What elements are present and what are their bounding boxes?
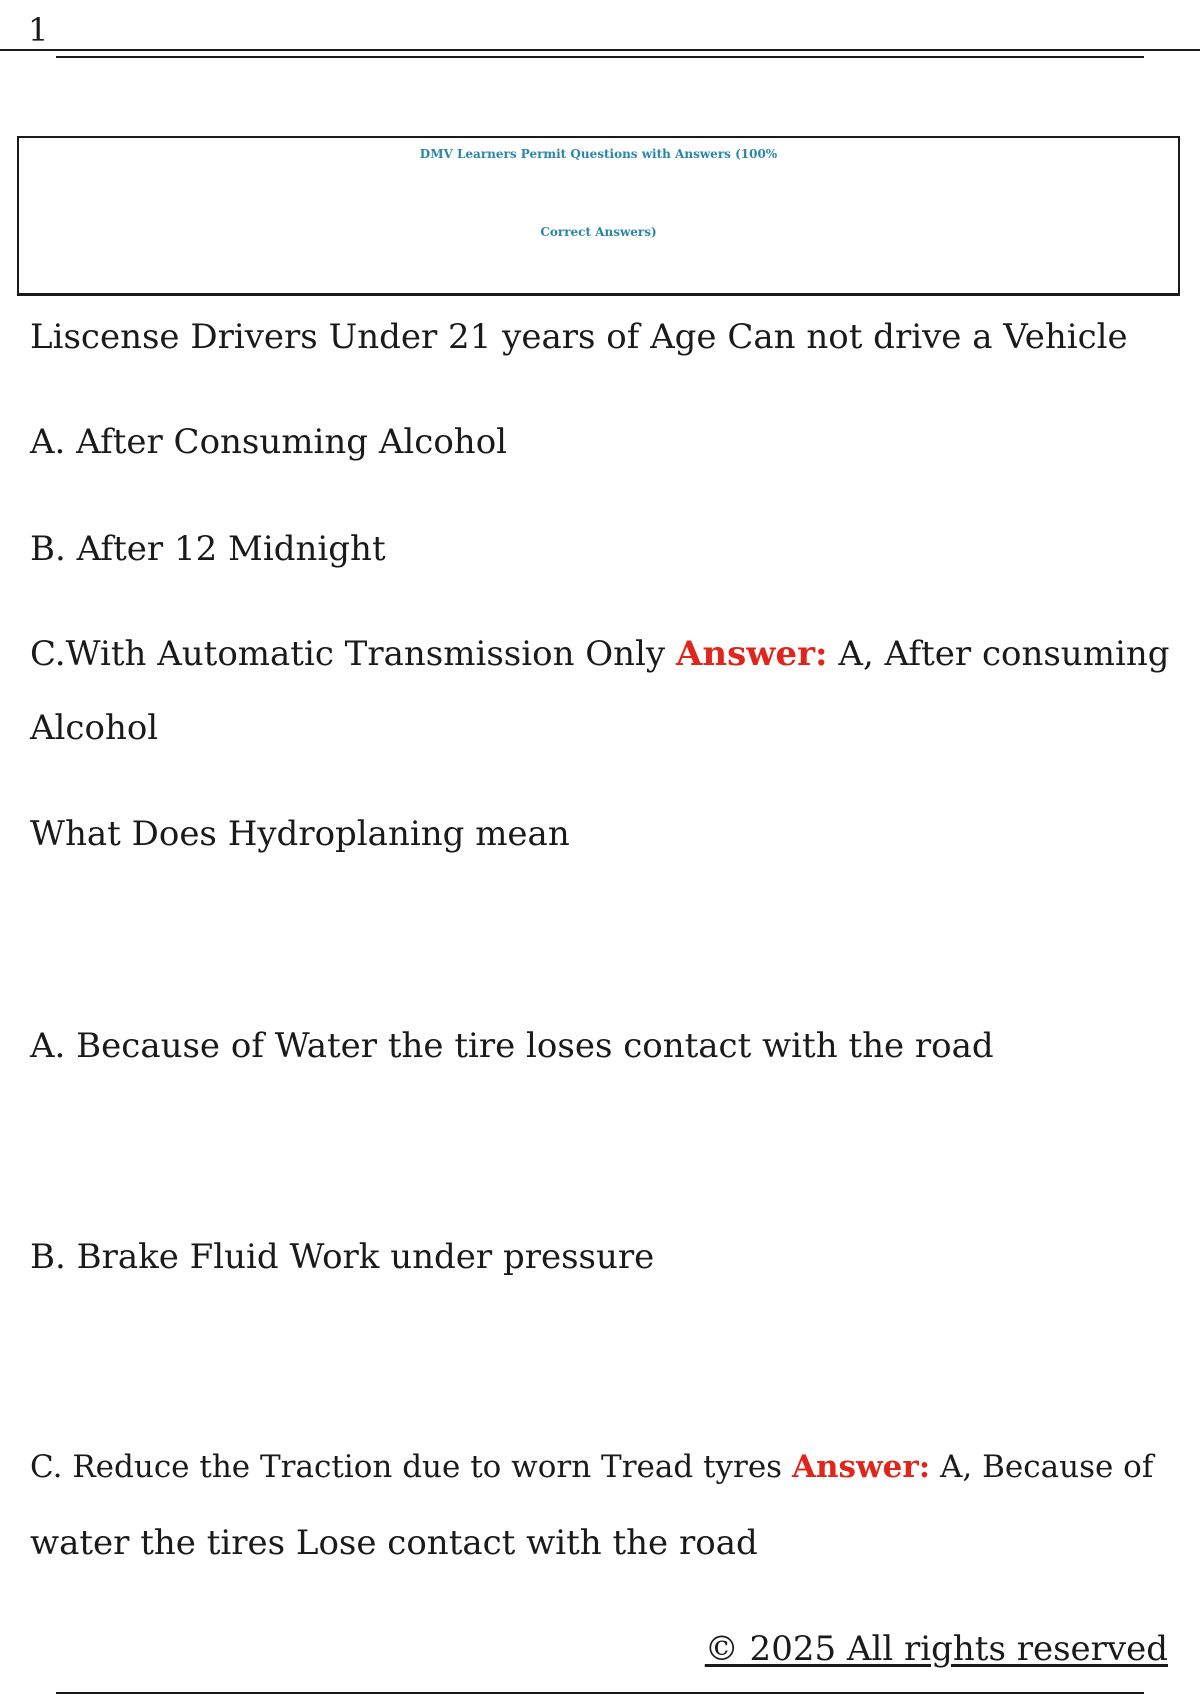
- document-title-line-2: Correct Answers): [540, 225, 657, 239]
- question-2-answer-label: Answer:: [791, 1449, 931, 1485]
- question-2-option-a: A. Because of Water the tire loses contact with the road: [30, 1026, 994, 1066]
- question-1-prompt: Liscense Drivers Under 21 years of Age Can not drive a Vehicle: [30, 317, 1128, 357]
- page-number: 1: [28, 11, 49, 49]
- question-2-prompt: What Does Hydroplaning mean: [30, 814, 570, 854]
- footer-copyright: © 2025 All rights reserved: [704, 1629, 1168, 1669]
- question-1-option-b: B. After 12 Midnight: [30, 529, 386, 569]
- question-2-option-b: B. Brake Fluid Work under pressure: [30, 1237, 655, 1277]
- question-2-answer-text: A, Because of: [940, 1449, 1154, 1485]
- header-rule-bottom: [56, 56, 1144, 58]
- header-rule-top: [0, 49, 1200, 51]
- question-2-option-c-line: [30, 1449, 1154, 1485]
- question-1-option-a: A. After Consuming Alcohol: [30, 422, 508, 462]
- question-2-answer-continuation: water the tires Lose contact with the road: [30, 1523, 758, 1563]
- question-2-option-c: C. Reduce the Traction due to worn Tread tyres: [30, 1449, 783, 1485]
- question-1-option-c: C.With Automatic Transmission Only: [30, 634, 666, 674]
- footer-rule: [56, 1692, 1144, 1694]
- question-1-answer-label: Answer:: [675, 634, 828, 674]
- question-1-option-c-line: [30, 634, 1170, 674]
- document-title-line-1: DMV Learners Permit Questions with Answers (100%: [419, 147, 778, 161]
- question-1-answer-continuation: Alcohol: [30, 708, 159, 748]
- question-1-answer-text: A, After consuming: [838, 634, 1170, 674]
- title-box: [17, 136, 1180, 296]
